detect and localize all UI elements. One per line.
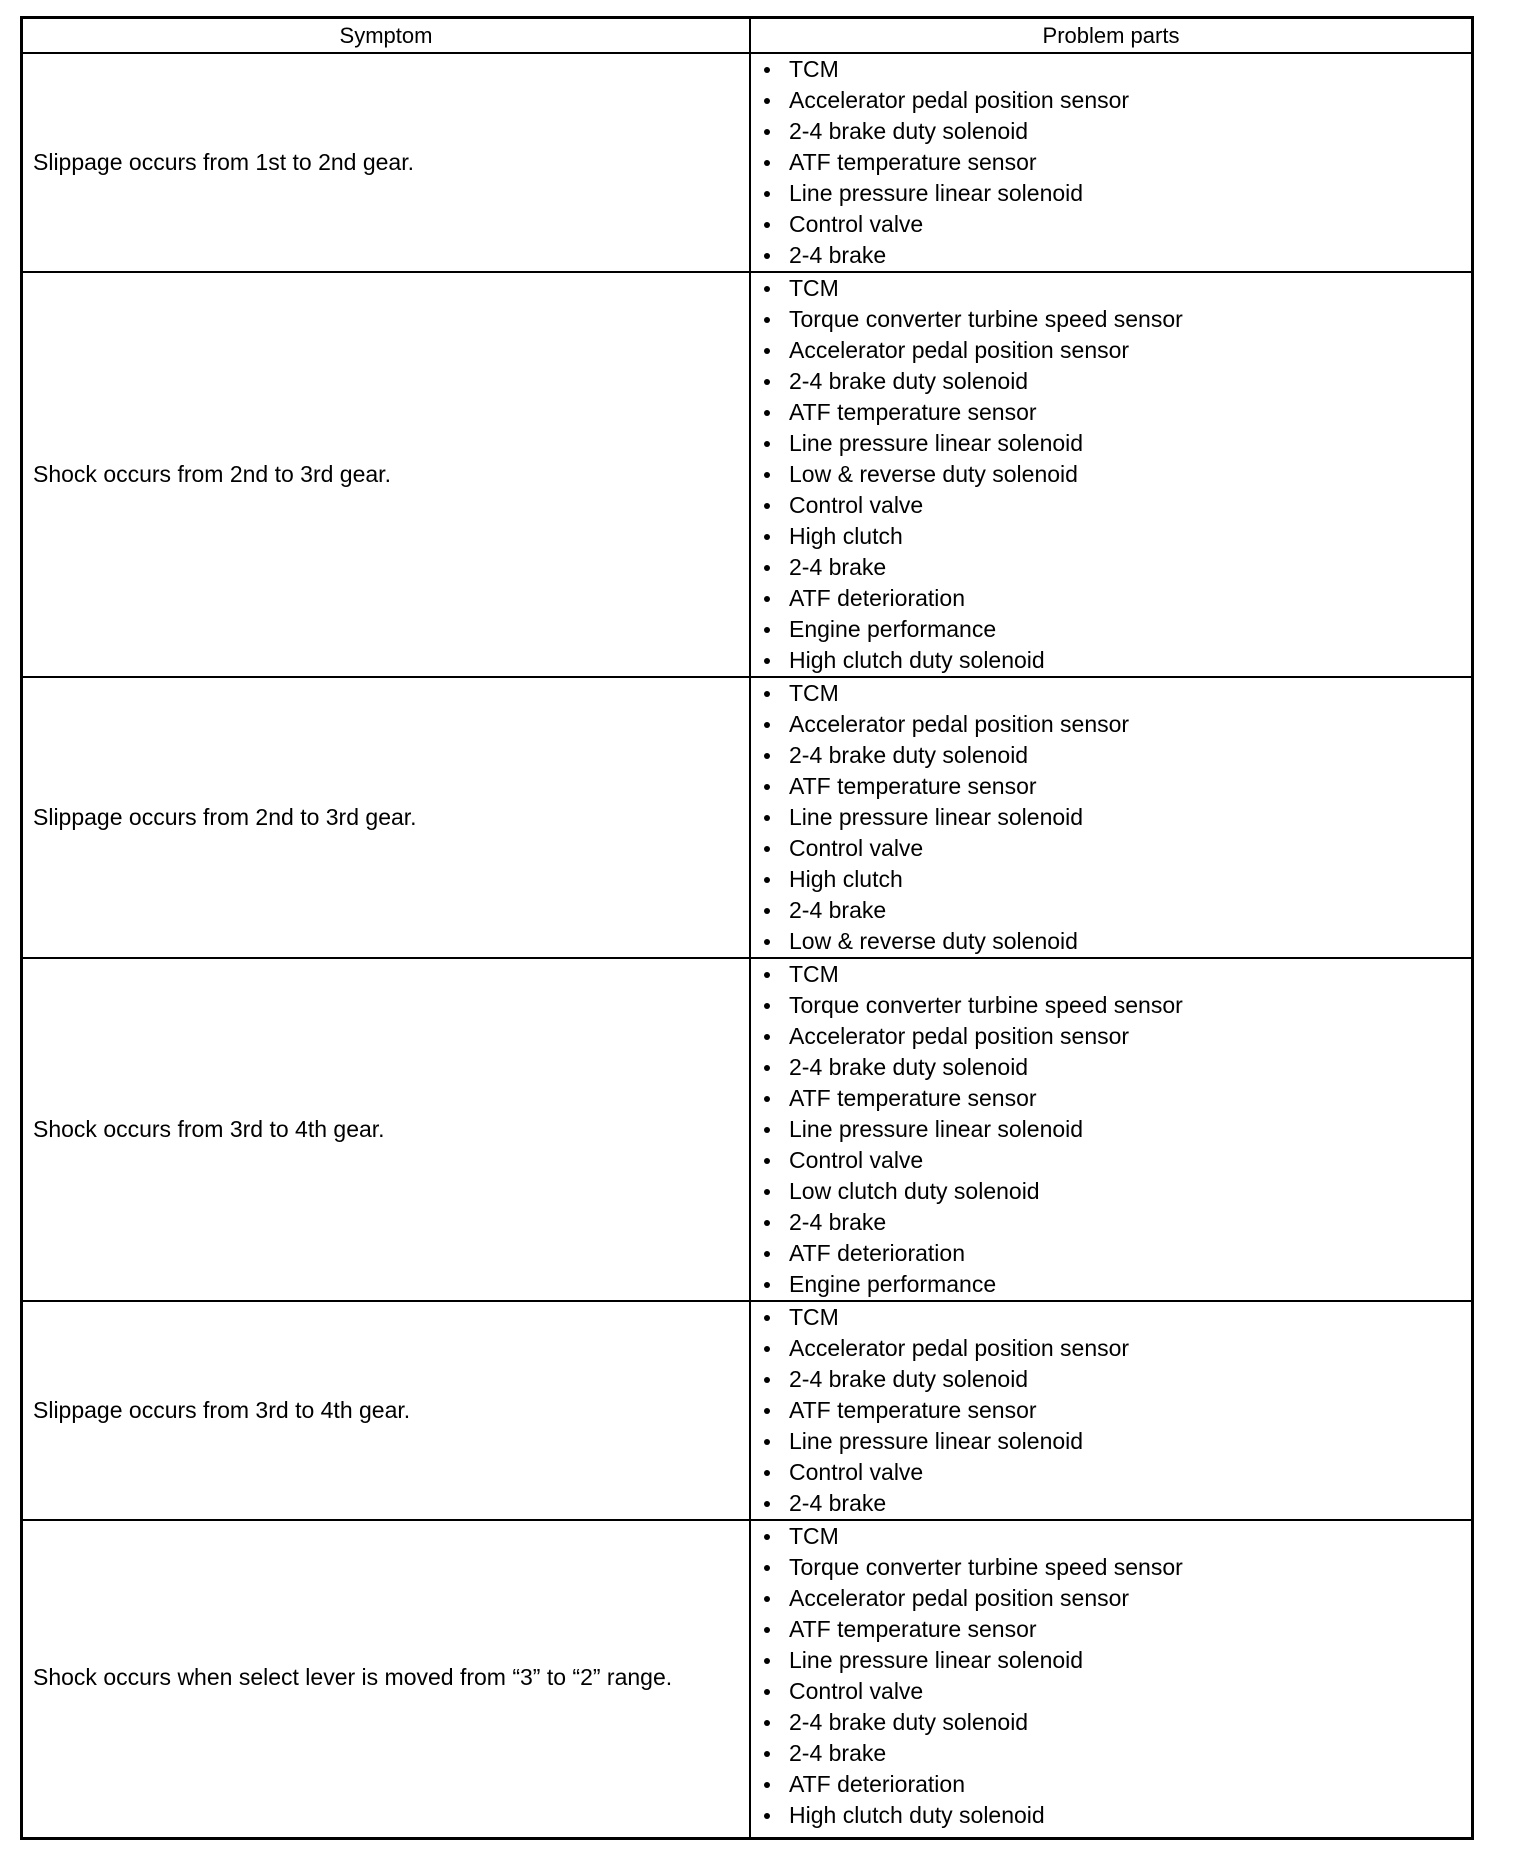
problem-part-item — [751, 678, 1471, 709]
bullet-icon — [764, 191, 770, 197]
problem-parts-list — [751, 1302, 1471, 1519]
problem-part-label: Low clutch duty solenoid — [789, 1178, 1040, 1204]
bullet-icon — [764, 1127, 770, 1133]
problem-part-label: Line pressure linear solenoid — [789, 430, 1084, 456]
problem-part-label: Engine performance — [789, 616, 997, 642]
problem-part-label: Line pressure linear solenoid — [789, 180, 1084, 206]
bullet-icon — [764, 972, 770, 978]
bullet-icon — [764, 1627, 770, 1633]
bullet-icon — [764, 222, 770, 228]
problem-part-label: Line pressure linear solenoid — [789, 804, 1084, 830]
problem-part-item — [751, 1145, 1471, 1176]
symptom-cell: Slippage occurs from 3rd to 4th gear. — [33, 1397, 411, 1423]
table-row — [23, 678, 1471, 959]
symptom-cell: Slippage occurs from 2nd to 3rd gear. — [33, 804, 417, 830]
bullet-icon — [764, 317, 770, 323]
problem-part-item — [751, 1707, 1471, 1738]
problem-part-item — [751, 1238, 1471, 1269]
header-problem-parts: Problem parts — [1042, 23, 1180, 48]
problem-part-label: ATF temperature sensor — [789, 399, 1037, 425]
problem-part-item — [751, 1176, 1471, 1207]
problem-parts-list — [751, 273, 1471, 676]
problem-part-item — [751, 178, 1471, 209]
problem-part-item — [751, 273, 1471, 304]
problem-part-label: Torque converter turbine speed sensor — [789, 306, 1183, 332]
bullet-icon — [764, 534, 770, 540]
problem-part-label: ATF deterioration — [789, 1240, 965, 1266]
problem-part-item — [751, 583, 1471, 614]
bullet-icon — [764, 1065, 770, 1071]
bullet-icon — [764, 1251, 770, 1257]
problem-part-label: TCM — [789, 56, 839, 82]
bullet-icon — [764, 596, 770, 602]
problem-parts-list — [751, 678, 1471, 957]
problem-part-item — [751, 147, 1471, 178]
bullet-icon — [764, 1689, 770, 1695]
bullet-icon — [764, 627, 770, 633]
bullet-icon — [764, 253, 770, 259]
problem-part-label: Accelerator pedal position sensor — [789, 337, 1130, 363]
problem-part-label: Low & reverse duty solenoid — [789, 461, 1078, 487]
problem-part-item — [751, 335, 1471, 366]
problem-part-item — [751, 959, 1471, 990]
problem-part-label: 2-4 brake duty solenoid — [789, 1054, 1029, 1080]
bullet-icon — [764, 691, 770, 697]
problem-part-label: High clutch — [789, 866, 903, 892]
problem-part-label: ATF temperature sensor — [789, 773, 1037, 799]
problem-part-item — [751, 1364, 1471, 1395]
bullet-icon — [764, 722, 770, 728]
symptom-cell: Shock occurs from 2nd to 3rd gear. — [33, 461, 391, 487]
table-header-row — [23, 19, 1471, 54]
bullet-icon — [764, 67, 770, 73]
problem-part-item — [751, 1207, 1471, 1238]
problem-part-item — [751, 802, 1471, 833]
problem-part-label: Accelerator pedal position sensor — [789, 87, 1130, 113]
problem-part-item — [751, 1083, 1471, 1114]
problem-part-label: 2-4 brake duty solenoid — [789, 118, 1029, 144]
bullet-icon — [764, 1813, 770, 1819]
problem-part-label: High clutch — [789, 523, 903, 549]
problem-part-item — [751, 771, 1471, 802]
bullet-icon — [764, 1534, 770, 1540]
problem-part-label: ATF temperature sensor — [789, 149, 1037, 175]
table-row — [23, 273, 1471, 678]
bullet-icon — [764, 441, 770, 447]
problem-part-label: ATF deterioration — [789, 585, 965, 611]
problem-part-label: 2-4 brake duty solenoid — [789, 1709, 1029, 1735]
problem-part-label: 2-4 brake — [789, 897, 887, 923]
problem-part-item — [751, 1302, 1471, 1333]
problem-part-item — [751, 990, 1471, 1021]
problem-part-item — [751, 1052, 1471, 1083]
problem-part-item — [751, 1583, 1471, 1614]
table-row — [23, 959, 1471, 1302]
problem-part-label: Line pressure linear solenoid — [789, 1116, 1084, 1142]
problem-part-label: ATF temperature sensor — [789, 1616, 1037, 1642]
problem-part-label: Engine performance — [789, 1271, 997, 1297]
problem-part-item — [751, 709, 1471, 740]
symptom-cell: Shock occurs when select lever is moved from “3” to “2” range. — [33, 1663, 673, 1690]
bullet-icon — [764, 565, 770, 571]
bullet-icon — [764, 1377, 770, 1383]
problem-part-label: Control valve — [789, 211, 924, 237]
bullet-icon — [764, 1720, 770, 1726]
table-row — [23, 1521, 1471, 1833]
problem-parts-list — [751, 1521, 1471, 1831]
bullet-icon — [764, 1782, 770, 1788]
problem-part-item — [751, 1114, 1471, 1145]
problem-part-label: Control valve — [789, 1147, 924, 1173]
problem-part-item — [751, 864, 1471, 895]
problem-part-item — [751, 209, 1471, 240]
problem-part-label: Low & reverse duty solenoid — [789, 928, 1078, 954]
problem-part-item — [751, 614, 1471, 645]
problem-part-item — [751, 521, 1471, 552]
bullet-icon — [764, 1501, 770, 1507]
problem-part-label: High clutch duty solenoid — [789, 1802, 1045, 1828]
symptom-cell: Shock occurs from 3rd to 4th gear. — [33, 1116, 385, 1142]
bullet-icon — [764, 1220, 770, 1226]
bullet-icon — [764, 286, 770, 292]
problem-part-label: 2-4 brake duty solenoid — [789, 368, 1029, 394]
problem-part-label: TCM — [789, 680, 839, 706]
problem-part-item — [751, 1395, 1471, 1426]
problem-part-label: Control valve — [789, 1459, 924, 1485]
problem-part-label: Line pressure linear solenoid — [789, 1647, 1084, 1673]
problem-parts-list — [751, 54, 1471, 271]
symptom-table — [20, 16, 1474, 1840]
problem-part-item — [751, 490, 1471, 521]
problem-part-label: ATF deterioration — [789, 1771, 965, 1797]
bullet-icon — [764, 1158, 770, 1164]
bullet-icon — [764, 129, 770, 135]
problem-part-item — [751, 645, 1471, 676]
bullet-icon — [764, 379, 770, 385]
problem-part-label: 2-4 brake — [789, 1209, 887, 1235]
problem-part-item — [751, 1769, 1471, 1800]
problem-parts-list — [751, 959, 1471, 1300]
problem-part-item — [751, 1269, 1471, 1300]
problem-part-item — [751, 1800, 1471, 1831]
problem-part-item — [751, 552, 1471, 583]
bullet-icon — [764, 1189, 770, 1195]
problem-part-item — [751, 366, 1471, 397]
problem-part-label: 2-4 brake — [789, 242, 887, 268]
bullet-icon — [764, 753, 770, 759]
problem-part-label: TCM — [789, 275, 839, 301]
bullet-icon — [764, 1470, 770, 1476]
symptom-cell: Slippage occurs from 1st to 2nd gear. — [33, 149, 414, 175]
problem-part-label: High clutch duty solenoid — [789, 647, 1045, 673]
problem-part-item — [751, 1488, 1471, 1519]
problem-part-item — [751, 833, 1471, 864]
bullet-icon — [764, 1751, 770, 1757]
bullet-icon — [764, 503, 770, 509]
problem-part-label: TCM — [789, 1523, 839, 1549]
problem-part-item — [751, 428, 1471, 459]
problem-part-item — [751, 240, 1471, 271]
problem-part-label: Accelerator pedal position sensor — [789, 711, 1130, 737]
problem-part-label: Line pressure linear solenoid — [789, 1428, 1084, 1454]
bullet-icon — [764, 939, 770, 945]
problem-part-label: Accelerator pedal position sensor — [789, 1023, 1130, 1049]
bullet-icon — [764, 908, 770, 914]
bullet-icon — [764, 658, 770, 664]
problem-part-item — [751, 1552, 1471, 1583]
problem-part-label: Control valve — [789, 835, 924, 861]
bullet-icon — [764, 1439, 770, 1445]
problem-part-item — [751, 1521, 1471, 1552]
problem-part-label: Accelerator pedal position sensor — [789, 1335, 1130, 1361]
problem-part-item — [751, 459, 1471, 490]
problem-part-item — [751, 1426, 1471, 1457]
bullet-icon — [764, 815, 770, 821]
problem-part-item — [751, 116, 1471, 147]
bullet-icon — [764, 1565, 770, 1571]
problem-part-item — [751, 1738, 1471, 1769]
problem-part-item — [751, 1021, 1471, 1052]
problem-part-item — [751, 1645, 1471, 1676]
problem-part-item — [751, 895, 1471, 926]
problem-part-item — [751, 1457, 1471, 1488]
problem-part-label: TCM — [789, 961, 839, 987]
header-symptom: Symptom — [339, 23, 433, 48]
problem-part-label: 2-4 brake — [789, 1740, 887, 1766]
bullet-icon — [764, 348, 770, 354]
bullet-icon — [764, 1408, 770, 1414]
problem-part-label: Control valve — [789, 1678, 924, 1704]
problem-part-item — [751, 397, 1471, 428]
bullet-icon — [764, 1096, 770, 1102]
bullet-icon — [764, 877, 770, 883]
bullet-icon — [764, 98, 770, 104]
problem-part-item — [751, 740, 1471, 771]
problem-part-label: 2-4 brake — [789, 554, 887, 580]
problem-part-item — [751, 54, 1471, 85]
problem-part-label: 2-4 brake — [789, 1490, 887, 1516]
bullet-icon — [764, 1003, 770, 1009]
problem-part-item — [751, 926, 1471, 957]
problem-part-label: Torque converter turbine speed sensor — [789, 1554, 1183, 1580]
bullet-icon — [764, 472, 770, 478]
problem-part-item — [751, 1676, 1471, 1707]
bullet-icon — [764, 1034, 770, 1040]
bullet-icon — [764, 1282, 770, 1288]
bullet-icon — [764, 1315, 770, 1321]
bullet-icon — [764, 784, 770, 790]
problem-part-item — [751, 85, 1471, 116]
problem-part-label: Torque converter turbine speed sensor — [789, 992, 1183, 1018]
problem-part-item — [751, 304, 1471, 335]
problem-part-label: Accelerator pedal position sensor — [789, 1585, 1130, 1611]
problem-part-label: TCM — [789, 1304, 839, 1330]
problem-part-label: 2-4 brake duty solenoid — [789, 742, 1029, 768]
problem-part-label: ATF temperature sensor — [789, 1085, 1037, 1111]
bullet-icon — [764, 1658, 770, 1664]
bullet-icon — [764, 846, 770, 852]
bullet-icon — [764, 410, 770, 416]
problem-part-item — [751, 1333, 1471, 1364]
table-row — [23, 1302, 1471, 1521]
problem-part-label: ATF temperature sensor — [789, 1397, 1037, 1423]
bullet-icon — [764, 1346, 770, 1352]
table-row — [23, 54, 1471, 273]
problem-part-item — [751, 1614, 1471, 1645]
problem-part-label: 2-4 brake duty solenoid — [789, 1366, 1029, 1392]
problem-part-label: Control valve — [789, 492, 924, 518]
bullet-icon — [764, 160, 770, 166]
bullet-icon — [764, 1596, 770, 1602]
